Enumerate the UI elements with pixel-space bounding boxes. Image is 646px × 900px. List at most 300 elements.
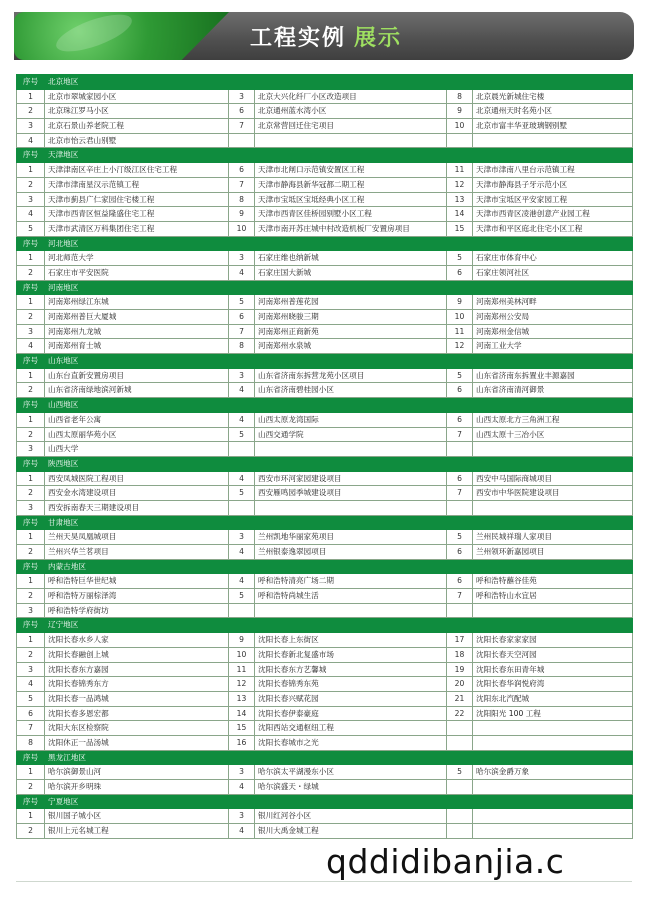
project-name: 天津市津南八里台示范镇工程: [473, 163, 633, 178]
row-number: 4: [229, 383, 255, 398]
row-number: 8: [17, 735, 45, 750]
row-number: 9: [447, 104, 473, 119]
row-number: 1: [17, 530, 45, 545]
region-name: 北京地区: [45, 75, 633, 90]
row-number: 20: [447, 677, 473, 692]
row-number: 3: [229, 251, 255, 266]
project-name: [255, 500, 447, 515]
region-header-row: [17, 559, 633, 574]
table-row: [17, 207, 633, 222]
project-name: 天津市和平区庭北住宅小区工程: [473, 221, 633, 236]
project-name: 兰州领环新嘉园项目: [473, 545, 633, 560]
project-name: 北京通州蓝水湾小区: [255, 104, 447, 119]
project-name: [473, 133, 633, 148]
row-number: 10: [229, 647, 255, 662]
project-name: 沈阳长春多恩宏都: [45, 706, 229, 721]
table-row: [17, 177, 633, 192]
project-name: 山西大学: [45, 442, 229, 457]
region-header-row: [17, 618, 633, 633]
project-name: 河南郑州绿江东城: [45, 295, 229, 310]
row-number: 3: [17, 603, 45, 618]
row-number: 4: [229, 471, 255, 486]
row-number: 3: [17, 324, 45, 339]
project-name: 天津市静海县子牙示范小区: [473, 177, 633, 192]
seq-header: 序号: [17, 148, 45, 163]
project-name: 河南工业大学: [473, 339, 633, 354]
project-name: 北京常营回迁住宅项目: [255, 119, 447, 134]
table-row: [17, 765, 633, 780]
project-name: 银川上元名城工程: [45, 824, 229, 839]
project-name: [473, 809, 633, 824]
row-number: 4: [229, 265, 255, 280]
project-name: 沈阳休正一品汤城: [45, 735, 229, 750]
row-number: 5: [17, 691, 45, 706]
project-name: 西安金水湾建设项目: [45, 486, 229, 501]
row-number: 2: [17, 824, 45, 839]
row-number: 5: [229, 295, 255, 310]
project-name: 呼和浩特清亮广场二期: [255, 574, 447, 589]
table-row: [17, 691, 633, 706]
region-name: 河北地区: [45, 236, 633, 251]
project-name: 河南郑州正商新苑: [255, 324, 447, 339]
row-number: 2: [17, 647, 45, 662]
row-number: 1: [17, 251, 45, 266]
project-name: 沈阳长春兴赋花园: [255, 691, 447, 706]
project-name: 天津市西青区佳桥园别墅小区工程: [255, 207, 447, 222]
row-number: 7: [17, 721, 45, 736]
project-name: 北京珠江罗马小区: [45, 104, 229, 119]
table-row: [17, 809, 633, 824]
project-name: 呼和浩特尚城生活: [255, 589, 447, 604]
row-number: 10: [447, 310, 473, 325]
row-number: 1: [17, 163, 45, 178]
row-number: 2: [17, 486, 45, 501]
row-number: [447, 133, 473, 148]
seq-header: 序号: [17, 794, 45, 809]
row-number: 3: [229, 89, 255, 104]
project-name: 天津市北闸口示范镇安置区工程: [255, 163, 447, 178]
row-number: 8: [229, 339, 255, 354]
project-name: 天津市宝坻区宝坻经典小区工程: [255, 192, 447, 207]
table-row: [17, 721, 633, 736]
row-number: 8: [229, 192, 255, 207]
region-header-row: [17, 280, 633, 295]
project-name: 天津市西青区凌港创意产业园工程: [473, 207, 633, 222]
row-number: 21: [447, 691, 473, 706]
table-row: [17, 383, 633, 398]
project-name: 沈阳长春水乡人家: [45, 633, 229, 648]
row-number: 8: [447, 89, 473, 104]
table-row: [17, 780, 633, 795]
project-name: 沈阳长春东方嘉园: [45, 662, 229, 677]
table-row: [17, 530, 633, 545]
table-row: [17, 368, 633, 383]
project-name: 兰州兴华兰茗项目: [45, 545, 229, 560]
project-name: 沈阳长春东田青年城: [473, 662, 633, 677]
project-name: 山西太原北方三角洲工程: [473, 412, 633, 427]
row-number: 1: [17, 633, 45, 648]
table-row: [17, 706, 633, 721]
row-number: 2: [17, 265, 45, 280]
project-name: 银川大禹金城工程: [255, 824, 447, 839]
table-row: [17, 574, 633, 589]
row-number: 16: [229, 735, 255, 750]
project-name: 沈阳大东区检察院: [45, 721, 229, 736]
row-number: [447, 780, 473, 795]
table-row: [17, 251, 633, 266]
row-number: [229, 603, 255, 618]
project-name: [473, 721, 633, 736]
table-row: [17, 603, 633, 618]
row-number: 3: [229, 530, 255, 545]
row-number: [447, 500, 473, 515]
project-name: 山西太原龙湾国际: [255, 412, 447, 427]
project-name: 沈阳长春家家家园: [473, 633, 633, 648]
page-banner: [14, 12, 634, 60]
project-name: 呼和浩特巨华世纪城: [45, 574, 229, 589]
row-number: [229, 133, 255, 148]
project-name: 西安中马国际商城项目: [473, 471, 633, 486]
row-number: 2: [17, 427, 45, 442]
project-name: 石家庄市平安医院: [45, 265, 229, 280]
region-header-row: [17, 456, 633, 471]
row-number: 6: [17, 706, 45, 721]
table-row: [17, 589, 633, 604]
table-row: [17, 89, 633, 104]
project-name: 哈尔滨御景山河: [45, 765, 229, 780]
row-number: 6: [447, 471, 473, 486]
table-row: [17, 295, 633, 310]
row-number: 1: [17, 809, 45, 824]
region-name: 内蒙古地区: [45, 559, 633, 574]
project-name: 石家庄领河社区: [473, 265, 633, 280]
row-number: [229, 442, 255, 457]
row-number: 10: [447, 119, 473, 134]
project-name: 银川红河谷小区: [255, 809, 447, 824]
region-header-row: [17, 750, 633, 765]
row-number: 7: [447, 589, 473, 604]
project-name: 哈尔滨开乡明珠: [45, 780, 229, 795]
row-number: 2: [17, 589, 45, 604]
project-name: 山东省济南东拆营龙苑小区项目: [255, 368, 447, 383]
row-number: 3: [229, 368, 255, 383]
region-header-row: [17, 236, 633, 251]
project-name: 兰州天昊凤凰城项目: [45, 530, 229, 545]
seq-header: 序号: [17, 398, 45, 413]
row-number: 7: [229, 177, 255, 192]
project-name: 天津市静海县新华冠都二期工程: [255, 177, 447, 192]
seq-header: 序号: [17, 354, 45, 369]
project-name: 北京大兴化纤厂小区改造项目: [255, 89, 447, 104]
project-name: 兰州民城祥瑞人家项目: [473, 530, 633, 545]
project-name: 沈阳阳光 100 工程: [473, 706, 633, 721]
project-name: 河北师范大学: [45, 251, 229, 266]
row-number: 9: [229, 207, 255, 222]
project-name: 天津市武清区万科集团住宅工程: [45, 221, 229, 236]
row-number: 6: [447, 383, 473, 398]
seq-header: 序号: [17, 280, 45, 295]
project-name: [255, 603, 447, 618]
project-name: 西安雁鸣园季城建设项目: [255, 486, 447, 501]
row-number: 7: [229, 119, 255, 134]
project-name: 沈阳长春上东街区: [255, 633, 447, 648]
region-name: 甘肃地区: [45, 515, 633, 530]
row-number: 5: [447, 368, 473, 383]
table-row: [17, 163, 633, 178]
table-row: [17, 265, 633, 280]
region-name: 山西地区: [45, 398, 633, 413]
region-header-row: [17, 398, 633, 413]
table-row: [17, 104, 633, 119]
project-name: 兰州凯地华丽家苑项目: [255, 530, 447, 545]
project-name: 河南郑州普莲花园: [255, 295, 447, 310]
region-name: 河南地区: [45, 280, 633, 295]
project-name: [473, 735, 633, 750]
row-number: 13: [229, 691, 255, 706]
row-number: 9: [229, 633, 255, 648]
row-number: 1: [17, 574, 45, 589]
row-number: 15: [447, 221, 473, 236]
row-number: 14: [447, 207, 473, 222]
row-number: 9: [447, 295, 473, 310]
project-name: 山西交通学院: [255, 427, 447, 442]
project-name: 银川国子城小区: [45, 809, 229, 824]
project-name: [473, 824, 633, 839]
row-number: 6: [229, 310, 255, 325]
table-row: [17, 545, 633, 560]
footer-divider: [16, 881, 632, 882]
row-number: 4: [17, 207, 45, 222]
table-row: [17, 427, 633, 442]
row-number: [447, 721, 473, 736]
project-name: 呼和浩特蘸谷佳苑: [473, 574, 633, 589]
project-name: 河南郑州普巨大厦城: [45, 310, 229, 325]
project-name: 山东省济南东拆置业丰源嘉园: [473, 368, 633, 383]
row-number: 5: [447, 765, 473, 780]
table-row: [17, 324, 633, 339]
project-name: [255, 133, 447, 148]
row-number: 1: [17, 412, 45, 427]
row-number: [229, 500, 255, 515]
row-number: 7: [447, 427, 473, 442]
row-number: 4: [229, 545, 255, 560]
table-row: [17, 735, 633, 750]
row-number: 3: [229, 765, 255, 780]
row-number: 13: [447, 192, 473, 207]
table-row: [17, 192, 633, 207]
project-name: 山西省老年公寓: [45, 412, 229, 427]
page-title: [250, 21, 402, 52]
row-number: 5: [447, 251, 473, 266]
row-number: 6: [447, 412, 473, 427]
project-name: [473, 442, 633, 457]
project-name: 沈阳长春新北复盛市场: [255, 647, 447, 662]
project-name: 天津市津南星汉示范镇工程: [45, 177, 229, 192]
region-name: 陕西地区: [45, 456, 633, 471]
row-number: 12: [447, 177, 473, 192]
row-number: 4: [229, 780, 255, 795]
project-name: 河南郑州公安局: [473, 310, 633, 325]
project-name: 沈阳长春东方艺馨城: [255, 662, 447, 677]
row-number: 3: [17, 119, 45, 134]
row-number: 19: [447, 662, 473, 677]
row-number: 4: [17, 677, 45, 692]
row-number: 3: [229, 809, 255, 824]
region-header-row: [17, 354, 633, 369]
row-number: 7: [229, 324, 255, 339]
row-number: [447, 809, 473, 824]
table-row: [17, 119, 633, 134]
row-number: 2: [17, 104, 45, 119]
row-number: 7: [447, 486, 473, 501]
region-name: 宁夏地区: [45, 794, 633, 809]
project-name: 西安市环河家园建设项目: [255, 471, 447, 486]
project-name: 天津市宝坻区平安家园工程: [473, 192, 633, 207]
row-number: 14: [229, 706, 255, 721]
project-name: 哈尔滨金爵万象: [473, 765, 633, 780]
row-number: 6: [229, 104, 255, 119]
project-name: 河南郑州育士城: [45, 339, 229, 354]
region-header-row: [17, 515, 633, 530]
row-number: 3: [17, 192, 45, 207]
page-title-accent: 展示: [354, 26, 403, 51]
project-name: 山西太原十三冶小区: [473, 427, 633, 442]
table-row: [17, 221, 633, 236]
project-name: [473, 780, 633, 795]
row-number: [447, 735, 473, 750]
project-name: 沈阳长春天空河园: [473, 647, 633, 662]
table-row: [17, 412, 633, 427]
project-name: 天津市南开苏庄城中村改造机板厂安置房项目: [255, 221, 447, 236]
row-number: 3: [17, 442, 45, 457]
project-name: 呼和浩特学府街坊: [45, 603, 229, 618]
row-number: 5: [17, 221, 45, 236]
project-name: 西安拆南春天三期建设项目: [45, 500, 229, 515]
row-number: 6: [447, 265, 473, 280]
row-number: 10: [229, 221, 255, 236]
project-name: 北京市富丰华亚玻璃钢别墅: [473, 119, 633, 134]
table-row: [17, 310, 633, 325]
row-number: [447, 603, 473, 618]
project-name: 沈阳长春伊泰豪庭: [255, 706, 447, 721]
row-number: 4: [17, 133, 45, 148]
table-row: [17, 486, 633, 501]
table-row: [17, 662, 633, 677]
region-header-row: [17, 148, 633, 163]
row-number: 5: [229, 427, 255, 442]
project-name: 山东省济南碧桂园小区: [255, 383, 447, 398]
row-number: 5: [229, 589, 255, 604]
project-name: 呼和浩特山水宜居: [473, 589, 633, 604]
project-name: [473, 500, 633, 515]
row-number: 17: [447, 633, 473, 648]
row-number: 3: [17, 662, 45, 677]
row-number: 1: [17, 368, 45, 383]
project-name: 河南郑州美林河畔: [473, 295, 633, 310]
project-name: 山东省济南清河御景: [473, 383, 633, 398]
table-row: [17, 824, 633, 839]
row-number: 12: [229, 677, 255, 692]
project-name: 沈阳长春锦秀东方: [45, 677, 229, 692]
table-row: [17, 471, 633, 486]
project-name: 河南郑州晓骏三期: [255, 310, 447, 325]
project-name: 山东台直新安置房项目: [45, 368, 229, 383]
project-name: 石家庄国大新城: [255, 265, 447, 280]
project-name: 北京市怡云君山别墅: [45, 133, 229, 148]
row-number: 4: [229, 824, 255, 839]
row-number: 4: [229, 574, 255, 589]
project-name: 河南郑州金信城: [473, 324, 633, 339]
seq-header: 序号: [17, 75, 45, 90]
row-number: 1: [17, 89, 45, 104]
seq-header: 序号: [17, 515, 45, 530]
project-name: 河南郑州水泉城: [255, 339, 447, 354]
project-name: 沈阳东北汽配城: [473, 691, 633, 706]
table-row: [17, 133, 633, 148]
project-name: 哈尔滨盛天・绿城: [255, 780, 447, 795]
table-row: [17, 500, 633, 515]
project-name: 北京通州天时名苑小区: [473, 104, 633, 119]
project-name: 沈阳长春一品鸿城: [45, 691, 229, 706]
project-name: 石家庄维也纳新城: [255, 251, 447, 266]
row-number: [447, 824, 473, 839]
project-name: 北京市翠城家园小区: [45, 89, 229, 104]
row-number: 6: [229, 163, 255, 178]
row-number: 3: [17, 500, 45, 515]
region-header-row: [17, 75, 633, 90]
row-number: 22: [447, 706, 473, 721]
project-name: 沈阳长春融创上城: [45, 647, 229, 662]
seq-header: 序号: [17, 236, 45, 251]
project-name: 西安凤城医院工程项目: [45, 471, 229, 486]
project-name: 沈阳长春华润悦府湾: [473, 677, 633, 692]
row-number: 1: [17, 471, 45, 486]
project-name: 石家庄市体育中心: [473, 251, 633, 266]
row-number: 2: [17, 177, 45, 192]
project-name: 山西太原丽华苑小区: [45, 427, 229, 442]
seq-header: 序号: [17, 618, 45, 633]
row-number: 4: [229, 412, 255, 427]
row-number: 2: [17, 545, 45, 560]
project-name: 兰州银泰逸翠园项目: [255, 545, 447, 560]
table-row: [17, 442, 633, 457]
row-number: 11: [447, 163, 473, 178]
project-name: 北京晨光新城住宅楼: [473, 89, 633, 104]
table-row: [17, 647, 633, 662]
project-name: 天津市西青区恒益隆盛住宅工程: [45, 207, 229, 222]
watermark: qddidibanjia.c: [326, 842, 565, 881]
row-number: 11: [229, 662, 255, 677]
row-number: 11: [447, 324, 473, 339]
project-name: [255, 442, 447, 457]
project-name: 沈阳长春锦秀东苑: [255, 677, 447, 692]
row-number: 15: [229, 721, 255, 736]
row-number: 2: [17, 780, 45, 795]
region-name: 天津地区: [45, 148, 633, 163]
row-number: 5: [447, 530, 473, 545]
project-name: 沈阳西站交通枢纽工程: [255, 721, 447, 736]
project-name: 河南郑州九龙城: [45, 324, 229, 339]
project-table: [16, 74, 633, 839]
region-name: 辽宁地区: [45, 618, 633, 633]
seq-header: 序号: [17, 750, 45, 765]
project-name: 西安市中华医院建设项目: [473, 486, 633, 501]
row-number: 5: [229, 486, 255, 501]
table-row: [17, 633, 633, 648]
project-name: 沈阳长春城市之光: [255, 735, 447, 750]
row-number: 18: [447, 647, 473, 662]
row-number: 2: [17, 383, 45, 398]
